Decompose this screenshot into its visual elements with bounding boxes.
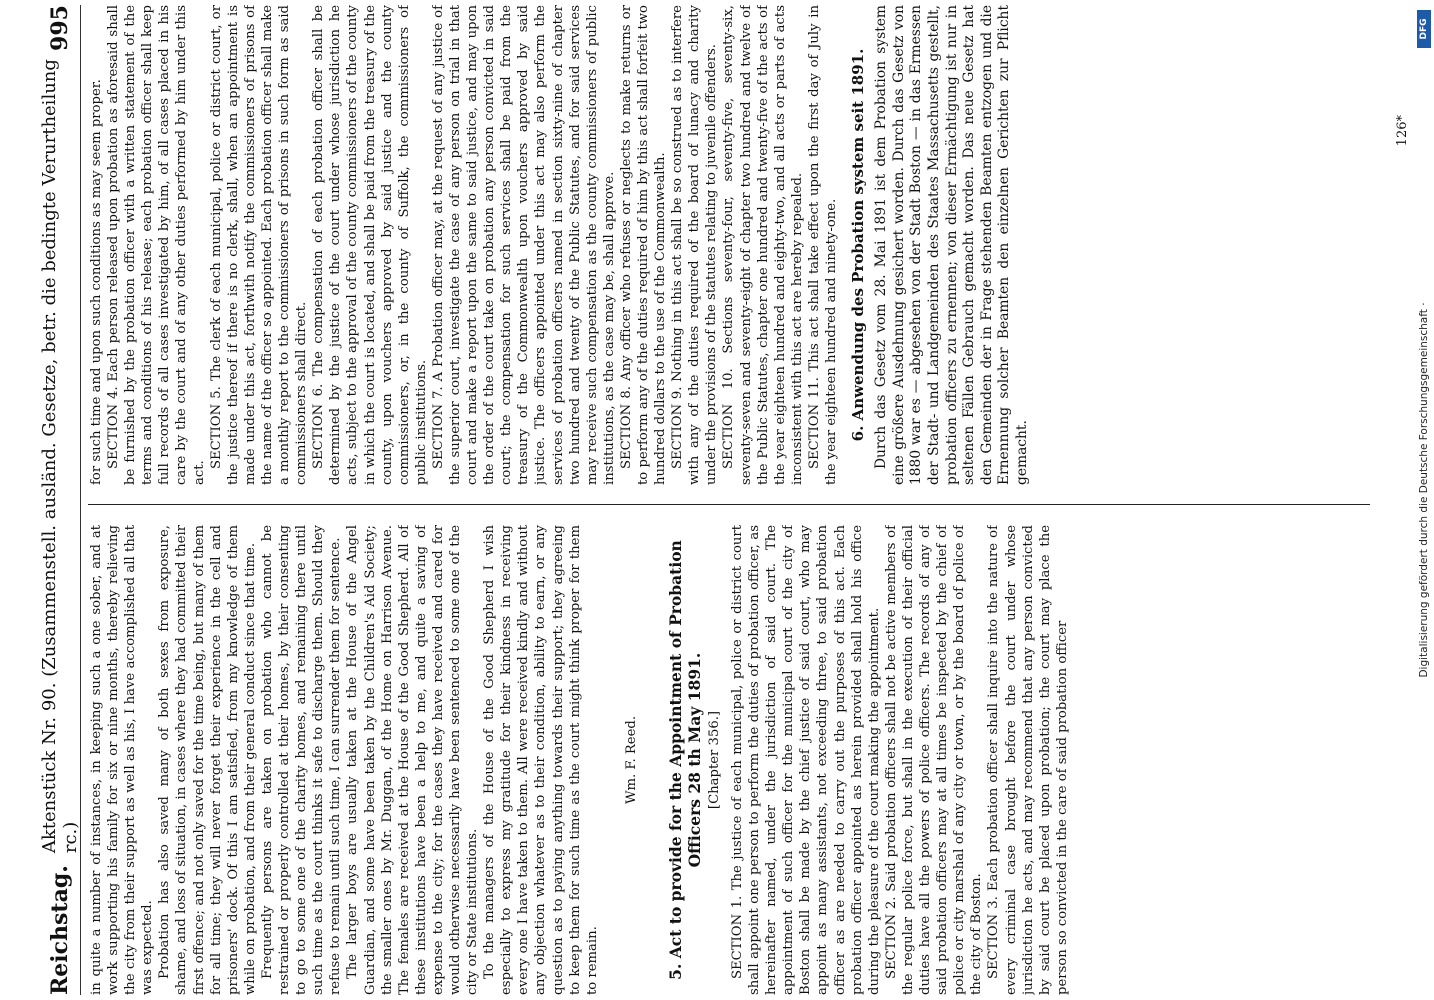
signature: Wm. F. Reed.	[623, 715, 639, 805]
section-paragraph: SECTION 1. The justice of each municipal, police or district court shall appoint one person to perform the duties of probation officer, as hereinafter named, under the jurisdiction of said court. The appointment of such officer for the municipal court of the city of Boston shall be made by the chief justice of said court, who may appoint as many assistants, not exceeding three, to said probation officer as are needed to carry out the purposes of this act. Each probation officer appointed as herein provided shall hold his office during the pleasure of the court making the appointment.	[730, 525, 882, 995]
dfg-credit	[1417, 10, 1431, 990]
act-heading: 5. Act to provide for the Appointment of Probation Officers 28 th May 1891.	[665, 540, 704, 980]
dfg-logo-text: DFG	[1419, 18, 1429, 40]
left-column	[88, 525, 1380, 995]
section-paragraph: SECTION 9. Nothing in this act shall be so construed as to interfere with any of the duties required of the board of lunacy and charity under the provisions of the statutes relating to juvenile offenders.	[670, 5, 720, 485]
paragraph: Frequently persons are taken on probation who cannot be restrained or properly controlled at their homes, by their consenting to go to some one of the charity homes, and remaining there until such time as the court thinks it safe to discharge them. Should they refuse to remain until such time, I can surrender them for sentence.	[259, 525, 344, 995]
paragraph: To the managers of the House of the Good Shepherd I wish especially to express my gratitude for their kindness in receiving every one I have taken to them. All were received kindly and without any objection whatever as to their condition, ability to earn, or any question as to paying anything towards their support; they agreeing to keep them for such time as the court might think proper for them to remain.	[482, 525, 600, 995]
section-paragraph: SECTION 11. This act shall take effect upon the first day of July in the year eighteen hundred and ninety-one.	[806, 5, 840, 485]
section-heading-6: 6. Anwendung des Probation system seit 1891.	[849, 48, 868, 442]
section-paragraph: SECTION 5. The clerk of each municipal, police or district court, or the justice thereof if there is no clerk, shall, when an appointment is made under this act, forthwith notify the commissioners of prisons of the name of the officer so appointed. Each probation officer shall make a monthly report to the commissioners of prisons in such form as said commissioners shall direct.	[208, 5, 310, 485]
header-reichstag: Reichstag.	[47, 865, 73, 995]
section-paragraph: SECTION 10. Sections seventy-four, seventy-five, seventy-six, seventy-seven and seventy-eight of chapter two hundred and twelve of the Public Statutes, chapter one hundred and twenty-five of the acts of the year eighteen hundred and eighty-two, and all acts or parts of acts inconsistent with this act are hereby repealed.	[721, 5, 805, 485]
section-paragraph: SECTION 7. A Probation officer may, at the request of any justice of the superior court, investigate the case of any person on trial in that court and make a report upon the same to said justice, and may upon the order of the court take on probation any person convicted in said court; the compensation for such services shall be paid from the treasury of the Commonwealth upon vouchers approved by said justice. The officers appointed under this act may also perform the services of probation officers named in section sixty-nine of chapter two hundred and twenty of the Public Statutes, and for said services may receive such compensation as the county commissioners of public institutions, as the case may be, shall approve.	[430, 5, 617, 485]
column-divider	[88, 504, 1370, 505]
page-header	[40, 5, 81, 995]
right-column	[88, 5, 1380, 485]
section-paragraph: SECTION 6. The compensation of each probation officer shall be determined by the justice of the court under whose jurisdiction he acts, subject to the approval of the county commissioners of the county in which the court is located, and shall be paid from the treasury of the county, upon vouchers approved by said justice and the county commissioners, or, in the county of Suffolk, the commissioners of public institutions.	[311, 5, 429, 485]
paragraph: for such time and upon such conditions as may seem proper.	[89, 79, 104, 485]
credit-text: Digitalisierung gefördert durch die Deutsche Forschungsgemeinschaft ·	[1418, 302, 1430, 678]
paragraph: Probation has also saved many of both sexes from exposure, shame, and loss of situation, in cases where they had committed their first offence; and not only saved for the time being, but many of them for all time; they will never forget their experience in the cell and prisoners' dock. Of this I am satisfied, from my knowledge of them while on probation, and from their general conduct since that time.	[157, 525, 258, 995]
chapter-label: [Chapter 356.]	[706, 710, 722, 810]
section-paragraph: SECTION 8. Any officer who refuses or neglects to make returns or to perform any of the duties required of him by this act shall forfeit two hundred dollars to the use of the Commonwealth.	[618, 5, 669, 485]
dfg-logo	[1417, 10, 1431, 48]
section-paragraph: SECTION 4. Each person released upon probation as aforesaid shall be furnished by the probation officer with a written statement of the terms and conditions of his release; each probation officer shall keep full records of all cases investigated by him, of all cases placed in his care by the court and of any other duties performed by him under this act.	[106, 5, 207, 485]
document-page	[40, 5, 1410, 995]
section-paragraph: SECTION 3. Each probation officer shall inquire into the nature of every criminal case brought before the court under whose jurisdiction he acts, and may recommend that any person convicted by said court be placed upon probation; the court may place the person so convicted in the care of said probation officer	[986, 525, 1070, 995]
paragraph: in quite a number of instances, in keeping such a one sober, and at work supporting his family for six or nine months, thereby relieving the city from their support as well as his, I have accomplished all that was expected.	[89, 525, 156, 995]
paragraph: The larger boys are usually taken at the House of the Angel Guardian, and some have been taken by the Children's Aid Society; the smaller ones by Mr. Duggan, of the Home on Harrison Avenue. The females are received at the House of the Good Shepherd. All of these institutions have been a help to me, and quite a saving of expense to the city; for the cases they have received and cared for would otherwise necessarily have been sentenced to some one of the city or State institutions.	[345, 525, 481, 995]
page-footer-mark: 126*	[1395, 115, 1410, 147]
header-title: Aktenstück Nr. 90. (Zusammenstell. ausländ. Gesetze, betr. die bedingte Verurtheilung rc.)	[39, 59, 81, 854]
page-number: 995	[47, 5, 73, 51]
german-paragraph: Durch das Gesetz vom 28. Mai 1891 ist dem Probation system eine größere Ausdehnung gesichert worden. Durch das Gesetz von 1880 war es — abgesehen von der Stadt Boston — in das Ermessen der Stadt- und Landgemeinden des Staates Massachusetts gestellt, probation officers zu ernennen; von dieser Ermächtigung ist nur in seltenen Fällen Gebrauch gemacht worden. Das neue Gesetz hat den Gemeinden der in Frage stehenden Beamten entzogen und die Ernennung solcher Beamten den einzelnen Gerichten zur Pflicht gemacht.	[873, 5, 1030, 485]
section-paragraph: SECTION 2. Said probation officers shall not be active members of the regular police force, but shall in the execution of their official duties have all the powers of police officers. The records of any of said probation officers may at all times be inspected by the chief of police or city marshal of any city or town, or by the board of police of the city of Boston.	[883, 525, 985, 995]
